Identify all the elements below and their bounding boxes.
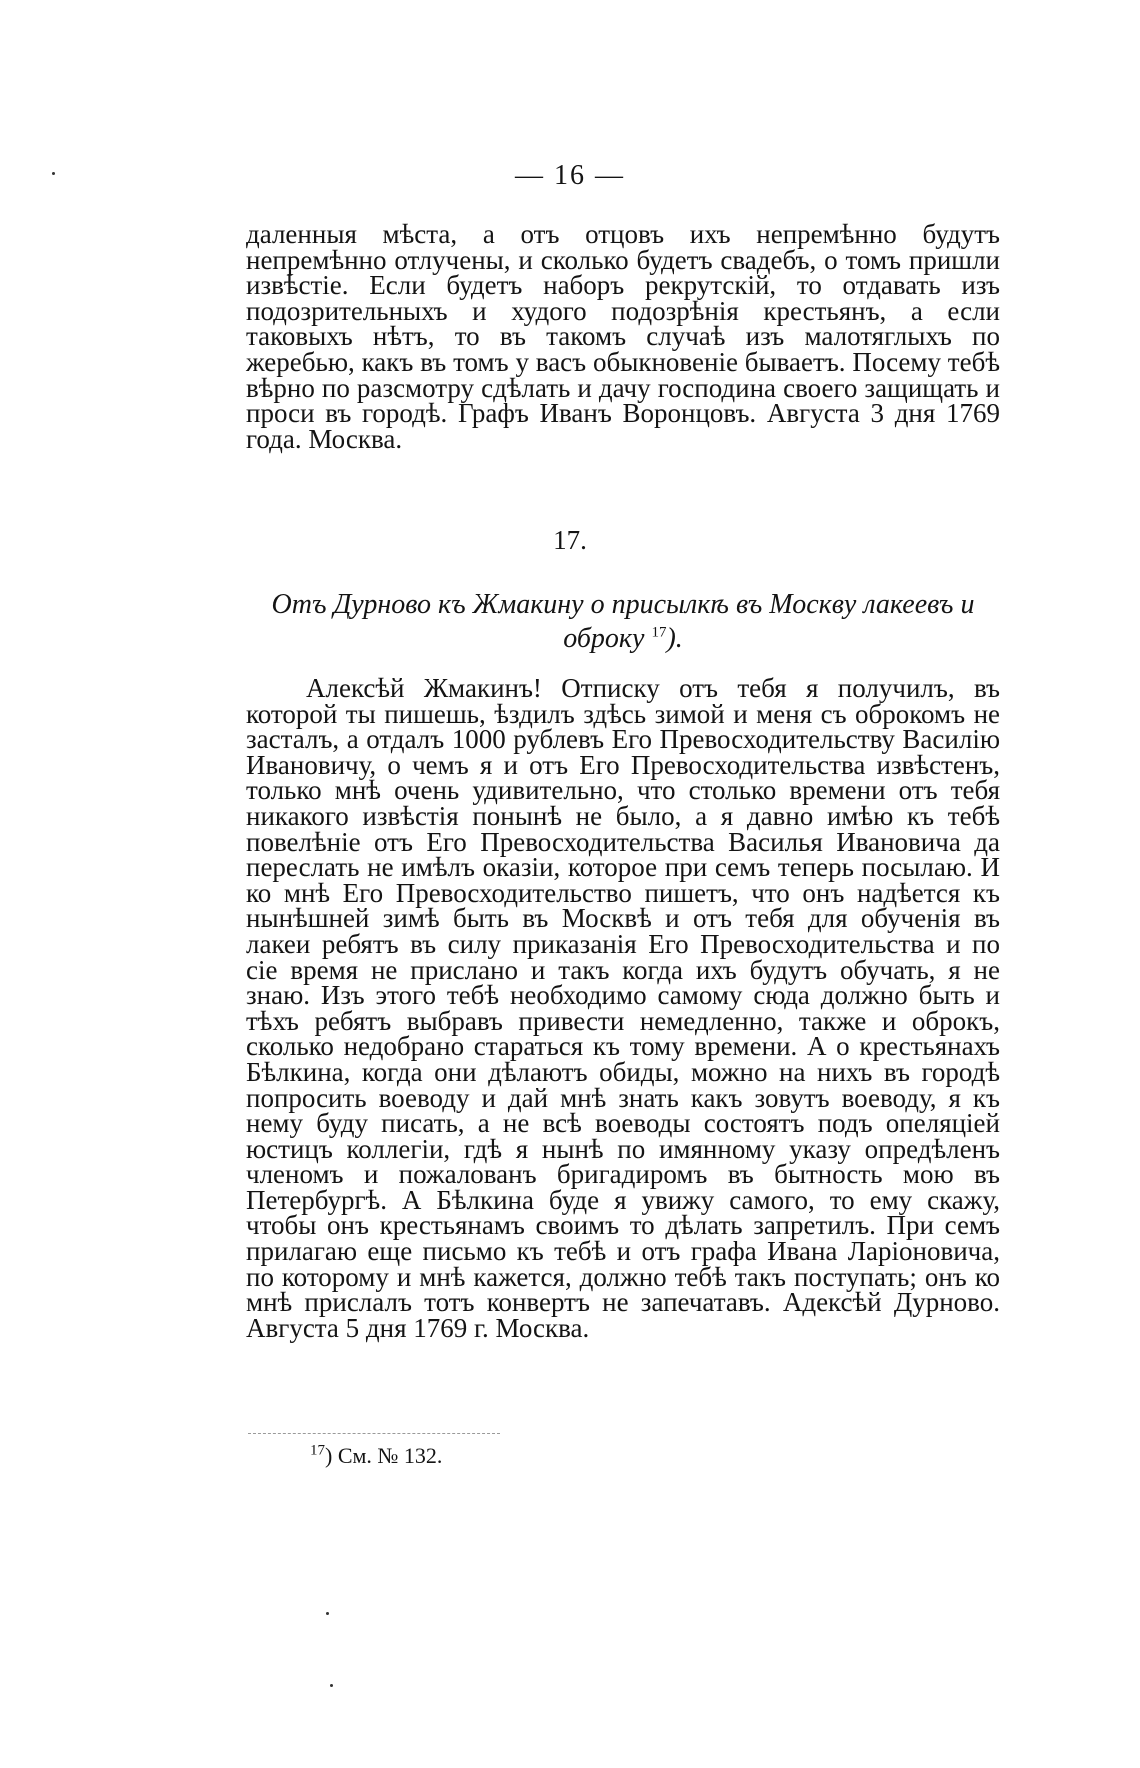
letter-title-suffix: ).	[666, 623, 683, 654]
scan-speck	[52, 172, 55, 175]
letter-title	[246, 588, 1000, 656]
scan-speck	[330, 1684, 333, 1687]
letter-number: 17.	[553, 525, 587, 555]
letter-body: Алексѣй Жмакинъ! Отписку отъ тебя я получилъ, въ которой ты пишешь, ѣздилъ здѣсь зимой и меня съ оброкомъ не засталъ, а отдалъ 1000 рублевъ Его Превосходительству Василію Ивановичу, о чемъ я и отъ Его Превосходительства извѣстенъ, только мнѣ очень удивительно, что столько времени отъ тебя никакого извѣстія понынѣ не было, а я давно имѣю къ тебѣ повелѣніе отъ Его Превосходительства Василья Ивановича да переслать не имѣлъ оказіи, которое при семъ теперь посылаю. И ко мнѣ Его Превосходительство пишетъ, что онъ надѣется къ нынѣшней зимѣ быть въ Москвѣ и отъ тебя для обученія въ лакеи ребятъ въ силу приказанія Его Превосходительства и по сіе время не прислано и такъ когда ихъ будутъ обучать, я не знаю. Изъ этого тебѣ необходимо самому сюда должно быть и тѣхъ ребятъ выбравъ привести немедленно, также и оброкъ, сколько недобрано стараться къ тому времени. А о крестьянахъ Бѣлкина, когда они дѣлаютъ обиды, можно на нихъ въ городѣ попросить воеводу и дай мнѣ знать какъ зовутъ воеводу, я къ нему буду писать, а не всѣ воеводы состоятъ подъ опеляціей юстицъ коллегіи, гдѣ я нынѣ по имянному указу опредѣленъ членомъ и пожалованъ бригадиромъ въ бытность мою въ Петербургѣ. А Бѣлкина буде я увижу самого, то ему скажу, чтобы онъ крестьянамъ своимъ то дѣлать запретилъ. При семъ прилагаю еще письмо къ тебѣ и отъ графа Ивана Ларіоновича, по которому и мнѣ кажется, должно тебѣ такъ поступать; онъ ко мнѣ прислалъ тотъ конвертъ не запечатавъ. Адексѣй Дурново. Августа 5 дня 1769 г. Москва.	[246, 673, 1000, 1343]
footnote	[310, 1443, 442, 1469]
footnote-text: ) См. № 132.	[325, 1443, 443, 1468]
scan-speck	[326, 1612, 329, 1615]
footnote-number: 17	[310, 1442, 325, 1459]
page-number: — 16 —	[515, 160, 625, 191]
paragraph-continued: даленныя мѣста, а отъ отцовъ ихъ непремѣнно будутъ непремѣнно отлучены, и сколько будетъ свадебъ, о томъ пришли извѣстіе. Если будетъ наборъ рекрутскій, то отдавать изъ подозрительныхъ и худого подозрѣнія крестьянъ, а если таковыхъ нѣтъ, то въ такомъ случаѣ изъ малотяглыхъ по жеребью, какъ въ томъ у васъ обыкновеніе бываетъ. Посему тебѣ вѣрно по разсмотру сдѣлать и дачу господина своего защищать и проси въ городѣ. Графъ Иванъ Воронцовъ. Августа 3 дня 1769 года. Москва.	[246, 219, 1000, 454]
footnote-ref: 17	[651, 624, 667, 641]
letter-title-text: Отъ Дурново къ Жмакину о присылкѣ въ Москву лакеевъ и оброку	[271, 589, 975, 654]
footnote-rule	[248, 1433, 500, 1434]
